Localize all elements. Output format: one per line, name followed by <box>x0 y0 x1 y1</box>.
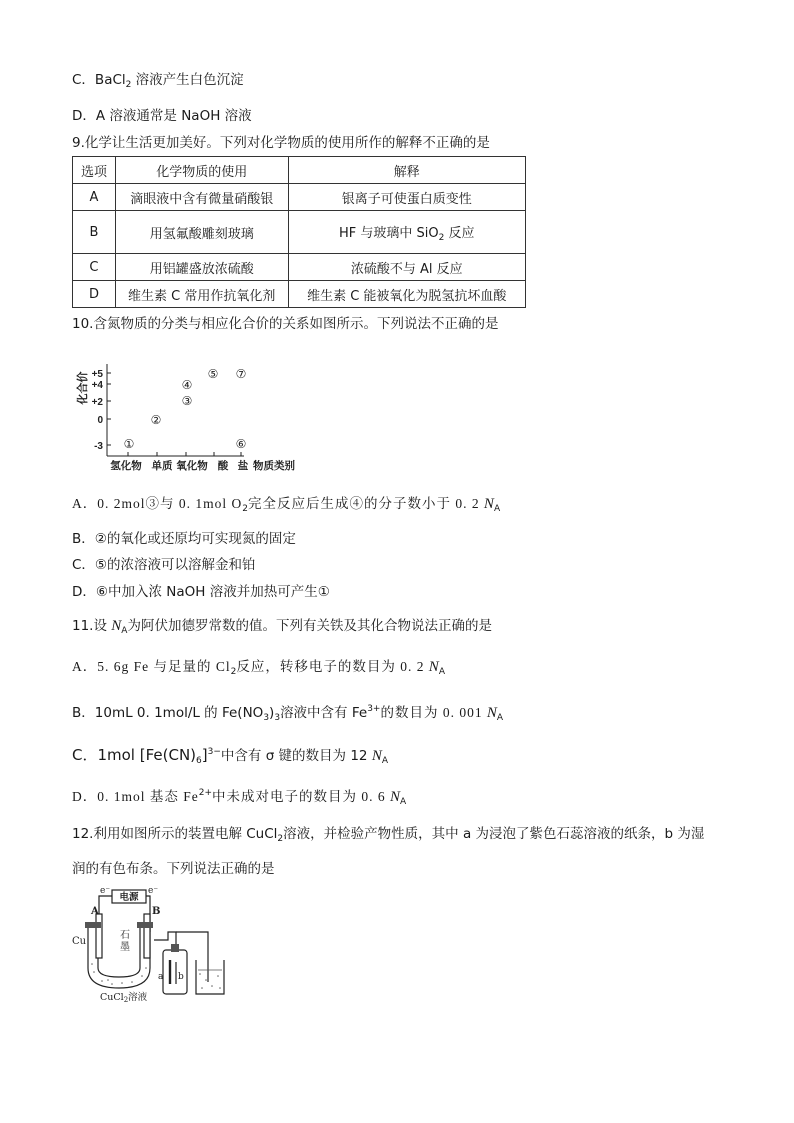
solution-label: CuCl$_2$溶液 <box>100 992 148 1004</box>
use-cell: 维生素 C 常用作抗氧化剂 <box>115 281 288 308</box>
x-category-label: 单质 <box>151 460 173 472</box>
subscript: 3 <box>274 713 281 723</box>
point-4: ④ <box>181 378 193 392</box>
subscript: A <box>496 713 504 723</box>
q8-option-c-text: C．BaCl <box>72 72 126 88</box>
explanation-text-2: 反应 <box>448 225 475 241</box>
table-row <box>73 211 526 254</box>
q10-option-b: B．②的氧化或还原均可实现氮的固定 <box>72 531 296 547</box>
option-cell: A <box>73 184 116 211</box>
table-row <box>73 281 526 308</box>
option-text-2: 溶液中含有 Fe <box>280 705 368 721</box>
x-category-label: 氢化物 <box>110 460 142 472</box>
table-header-row <box>73 157 526 184</box>
option-cell: D <box>73 281 116 308</box>
strip-a-label: a <box>158 972 164 982</box>
option-text-2: 中未成对电子的数目为 0. 6 <box>212 789 386 804</box>
y-tick-label: +4 <box>91 380 103 391</box>
option-cell: B <box>73 211 116 254</box>
copper-label: Cu <box>72 936 87 947</box>
q11-option-a <box>72 657 445 682</box>
x-category-label: 酸 <box>217 460 229 472</box>
q10-option-d: D．⑥中加入浓 NaOH 溶液并加热可产生① <box>72 584 330 600</box>
table-row <box>73 184 526 211</box>
strip-b-label: b <box>178 972 184 982</box>
electrolysis-apparatus-figure <box>72 884 242 1004</box>
explanation-cell <box>288 254 525 281</box>
avogadro-symbol: N <box>389 789 400 805</box>
electron-label-right: e⁻ <box>148 886 159 896</box>
graphite-label: 石 <box>120 930 130 941</box>
q10-stem: 10.含氮物质的分类与相应化合价的关系如图所示。下列说法不正确的是 <box>72 316 499 332</box>
q11-option-d <box>72 783 406 812</box>
option-text: D．0. 1mol 基态 Fe <box>72 789 199 804</box>
y-tick-label: +5 <box>91 369 103 380</box>
electron-label-left: e⁻ <box>100 886 111 896</box>
nitrogen-valence-chart <box>72 352 312 477</box>
header-cell: 选项 <box>73 157 116 184</box>
subscript: A <box>399 797 407 807</box>
point-7: ⑦ <box>235 367 247 381</box>
point-3: ③ <box>181 394 193 408</box>
option-text-2: 中含有 σ 键的数目为 12 <box>220 748 368 764</box>
avogadro-symbol: N <box>371 748 382 764</box>
explanation-text: 维生素 C 能被氧化为脱氢抗坏血酸 <box>307 288 507 304</box>
stem-text: 12.利用如图所示的装置电解 CuCl <box>72 826 278 842</box>
use-cell: 用氢氟酸雕刻玻璃 <box>115 211 288 254</box>
subscript: 2 <box>277 834 284 844</box>
electrode-b-label: B <box>152 906 161 917</box>
x-category-label: 氧化物 <box>176 460 208 472</box>
option-text: A．5. 6g Fe 与足量的 Cl <box>72 659 231 674</box>
avogadro-symbol: N <box>428 659 439 675</box>
graphite-electrode <box>144 914 150 958</box>
header-cell: 化学物质的使用 <box>115 157 288 184</box>
table-row <box>73 254 526 281</box>
copper-electrode <box>96 914 102 958</box>
header-cell: 解释 <box>288 157 525 184</box>
stem-text: 11.设 <box>72 618 107 634</box>
option-cell: C <box>73 254 116 281</box>
subscript: 2 <box>438 232 445 243</box>
point-5: ⑤ <box>207 367 219 381</box>
option-text: C．1mol [Fe(CN) <box>72 746 197 764</box>
subscript: 6 <box>196 756 202 766</box>
stem-text-2: 溶液，并检验产物性质，其中 a 为浸泡了紫色石蕊溶液的纸条，b 为湿 <box>283 826 705 842</box>
bracket: ] <box>201 746 208 764</box>
q12-stem-line-2: 润的有色布条。下列说法正确的是 <box>72 861 275 877</box>
point-2: ② <box>150 413 162 427</box>
superscript: 3− <box>207 747 221 757</box>
power-label: 电源 <box>119 892 139 903</box>
option-text-3: 的数目为 0. 001 <box>380 705 483 720</box>
superscript: 2+ <box>198 788 213 798</box>
explanation-text: 银离子可使蛋白质变性 <box>341 191 472 207</box>
beaker <box>196 960 224 994</box>
q8-option-d: D．A 溶液通常是 NaOH 溶液 <box>72 108 252 124</box>
option-text: B．10mL 0. 1mol/L 的 Fe(NO <box>72 705 264 721</box>
q11-stem <box>72 616 492 641</box>
superscript: 3+ <box>367 704 381 714</box>
option-text-2: 反应，转移电子的数目为 0. 2 <box>236 659 425 674</box>
subscript: 2 <box>125 80 132 90</box>
subscript: A <box>438 667 445 677</box>
use-cell: 滴眼液中含有微量硝酸银 <box>115 184 288 211</box>
q8-option-c <box>72 70 244 95</box>
q10-option-c: C．⑤的浓溶液可以溶解金和铂 <box>72 557 256 573</box>
explanation-cell <box>288 211 525 254</box>
q11-option-b <box>72 699 503 728</box>
electrode-a-label: A <box>91 906 99 917</box>
avogadro-symbol: N <box>483 496 494 512</box>
option-text: A．0. 2mol③与 0. 1mol O <box>72 496 243 511</box>
x-category-label: 盐 <box>237 460 249 472</box>
q9-stem: 9.化学让生活更加美好。下列对化学物质的使用所作的解释不正确的是 <box>72 135 490 151</box>
option-text-2: 完全反应后生成④的分子数小于 0. 2 <box>248 496 480 511</box>
avogadro-symbol: N <box>486 705 497 721</box>
explanation-text: 浓硫酸不与 Al 反应 <box>350 261 463 277</box>
y-tick-label: -3 <box>94 441 103 452</box>
explanation-cell <box>288 281 525 308</box>
point-1: ① <box>123 437 135 451</box>
avogadro-symbol: N <box>111 618 122 634</box>
use-cell: 用铝罐盛放浓硫酸 <box>115 254 288 281</box>
point-6: ⑥ <box>235 437 247 451</box>
q12-stem-line-1 <box>72 824 704 849</box>
q9-table <box>72 156 526 308</box>
graphite-label: 墨 <box>120 942 130 953</box>
subscript: 3 <box>263 713 270 723</box>
subscript: 2 <box>242 504 248 514</box>
explanation-text: HF 与玻璃中 SiO <box>339 225 439 241</box>
q11-option-c <box>72 742 388 771</box>
y-tick-label: 0 <box>97 415 103 426</box>
q10-option-a <box>72 494 500 519</box>
stem-text-2: 为阿伏加德罗常数的值。下列有关铁及其化合物说法正确的是 <box>127 618 492 634</box>
x-axis-label: 物质类别 <box>253 460 295 472</box>
subscript: 2 <box>230 667 237 677</box>
q8-option-c-text-2: 溶液产生白色沉淀 <box>135 72 244 88</box>
subscript: A <box>381 756 388 766</box>
paren: ) <box>269 705 275 721</box>
explanation-cell <box>288 184 525 211</box>
y-tick-label: +2 <box>91 397 103 408</box>
subscript: A <box>121 626 128 636</box>
subscript: A <box>493 504 501 514</box>
y-axis-label: 化合价 <box>77 371 89 405</box>
